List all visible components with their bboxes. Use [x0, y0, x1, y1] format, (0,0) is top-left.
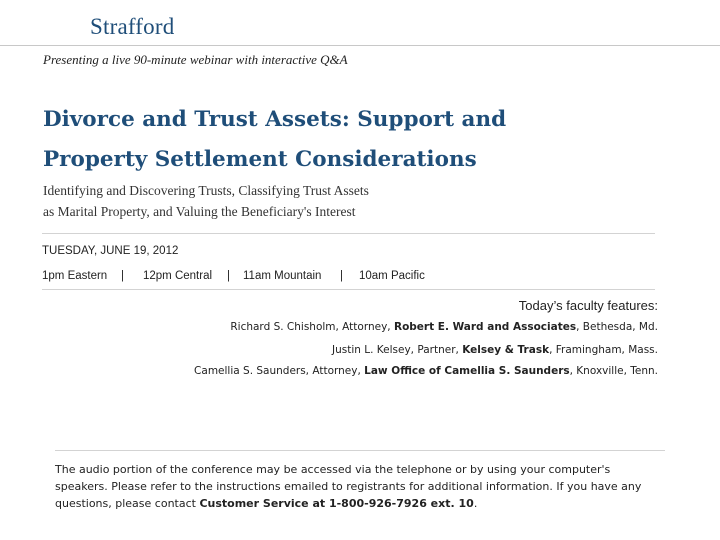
- customer-service-contact: Customer Service at 1-800-926-7926 ext. 10: [199, 497, 474, 510]
- faculty-firm: Law Office of Camellia S. Saunders: [364, 365, 570, 377]
- webinar-subtitle: [43, 180, 643, 222]
- time-separator: |: [340, 270, 343, 282]
- faculty-heading: Today’s faculty features:: [518, 298, 658, 313]
- strafford-logo: Strafford: [90, 14, 175, 39]
- section-divider: [42, 289, 655, 290]
- faculty-location: , Framingham, Mass.: [549, 344, 658, 356]
- audio-notice: [55, 461, 655, 512]
- faculty-member: [332, 344, 658, 356]
- time-pacific: 10am Pacific: [359, 270, 425, 282]
- subtitle-line-1: Identifying and Discovering Trusts, Classifying Trust Assets: [43, 183, 369, 198]
- faculty-name-title: Richard S. Chisholm, Attorney,: [230, 321, 394, 333]
- faculty-location: , Knoxville, Tenn.: [569, 365, 658, 377]
- time-mountain: 11am Mountain: [243, 270, 322, 282]
- faculty-firm: Kelsey & Trask: [462, 344, 550, 356]
- faculty-name-title: Camellia S. Saunders, Attorney,: [194, 365, 365, 377]
- faculty-member: [230, 321, 658, 333]
- tagline: Presenting a live 90-minute webinar with interactive Q&A: [43, 52, 348, 67]
- time-separator: |: [121, 270, 124, 282]
- subtitle-line-2: as Marital Property, and Valuing the Beneficiary's Interest: [43, 204, 356, 219]
- title-line-2: Property Settlement Considerations: [43, 147, 477, 172]
- faculty-member: [194, 365, 658, 377]
- webinar-title: [43, 100, 683, 180]
- audio-notice-text: The audio portion of the conference may be accessed via the telephone or by using your computer's speakers. Please refer to the instructions emailed to registrants for additional information. If you have any questions, please contact: [55, 463, 642, 510]
- faculty-firm: Robert E. Ward and Associates: [393, 321, 577, 333]
- faculty-name-title: Justin L. Kelsey, Partner,: [332, 344, 463, 356]
- faculty-location: , Bethesda, Md.: [576, 321, 658, 333]
- time-separator: |: [227, 270, 230, 282]
- notice-end: .: [473, 497, 478, 510]
- footer-divider: [55, 450, 665, 451]
- time-eastern: 1pm Eastern: [42, 270, 108, 282]
- title-line-1: Divorce and Trust Assets: Support and: [43, 107, 507, 132]
- time-central: 12pm Central: [143, 270, 213, 282]
- section-divider: [42, 233, 655, 234]
- header-divider: [0, 45, 720, 46]
- webinar-date: TUESDAY, JUNE 19, 2012: [42, 245, 179, 257]
